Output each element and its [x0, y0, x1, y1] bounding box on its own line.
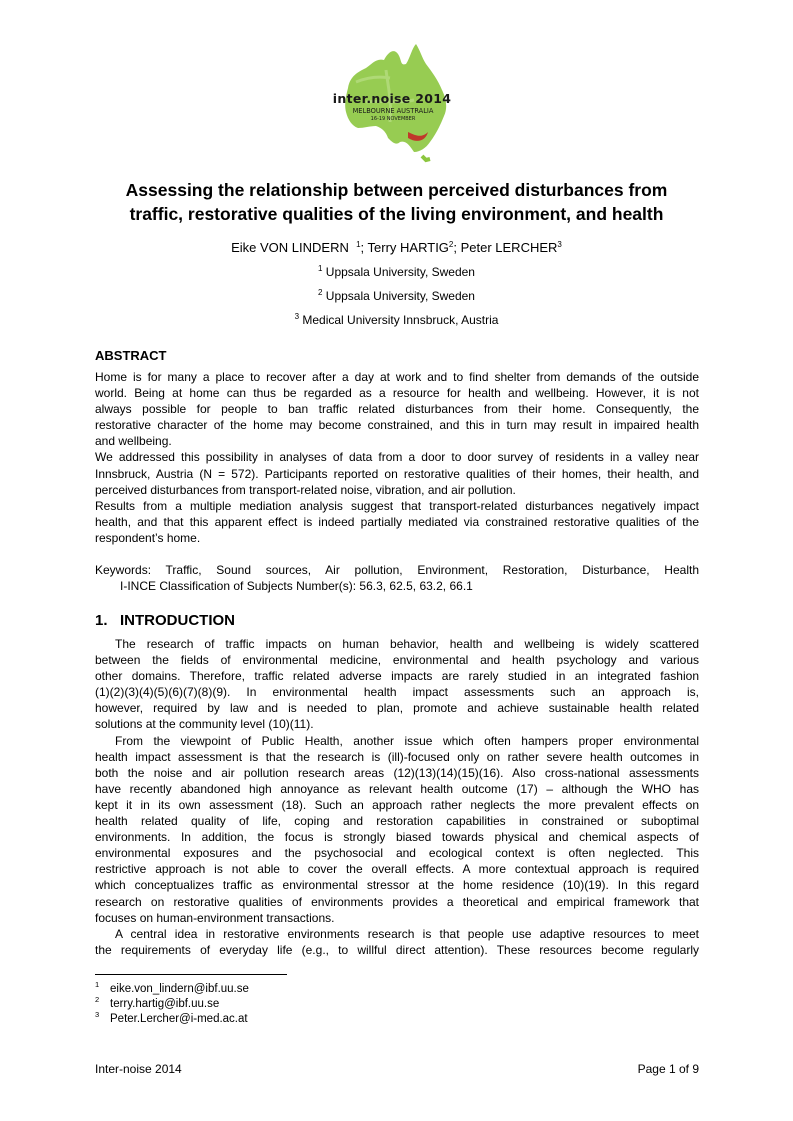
author-name: Eike VON LINDERN: [231, 240, 349, 255]
intro-line: the requirements of everyday life (e.g., to willful direct attention). These resources become regularly: [95, 942, 699, 957]
intro-line: health related quality of life, coping and restoration capabilities in constrained or suboptimal: [95, 814, 699, 829]
section-heading: 1. INTRODUCTION: [95, 612, 236, 629]
intro-line: both the noise and air pollution research areas (12)(13)(14)(15)(16). Also cross-national assessments: [95, 765, 699, 780]
affiliation-number: 2: [318, 288, 323, 297]
intro-line: health impact assessment is that the research is (ill)-focused only on rather severe health outcomes in: [95, 749, 699, 764]
affiliation: [80, 313, 713, 327]
logo-dates: 16-19 NOVEMBER: [370, 116, 416, 122]
intro-line: research on restorative qualities of environments provides a theoretical and empirical framework that: [95, 894, 699, 909]
intro-line: however, required by law and is needed to plan, promote and achieve sustainable health related: [95, 701, 699, 716]
footnote-email: terry.hartig@ibf.uu.se: [110, 998, 220, 1010]
intro-line: between the fields of environmental medicine, environmental and health psychology and various: [95, 653, 699, 668]
abstract-line: always possible for people to ban traffic related disturbances from their home. Consequently, the: [95, 402, 699, 417]
intro-line: environmental exposures and the psychosocial and ecological context is often neglected. This: [95, 846, 699, 861]
affiliation: [80, 289, 713, 303]
intro-line: have recently abandoned high annoyance as relevant health outcome (17) – although the WHO has: [95, 781, 699, 796]
affiliation-number: 3: [294, 312, 300, 321]
intro-line: which conceptualizes traffic as environmental stressor at the home residence (10)(19). In this regard: [95, 878, 699, 893]
abstract-line: world. Being at home can thus be regarded as a resource for health and wellbeing. However, it is not: [95, 386, 699, 401]
affiliation-text: Uppsala University, Sweden: [325, 289, 475, 303]
author-name: ; Peter LERCHER: [453, 240, 558, 255]
abstract-line: perceived disturbances from transport-related noise, vibration, and air pollution.: [95, 482, 516, 497]
introduction-body: [95, 636, 699, 958]
intro-line: environments. In addition, the focus is strongly biased towards physical and chemical aspects of: [95, 830, 699, 845]
keywords-block: [95, 562, 699, 594]
intro-line: restrictive approach is not able to cover the overall effects. A more contextual approach is required: [95, 862, 699, 877]
intro-line: other domains. Therefore, traffic related adverse impacts are rarely studied in an integrated fashion: [95, 669, 699, 684]
affiliation-text: Medical University Innsbruck, Austria: [302, 313, 499, 327]
abstract-body: [95, 369, 699, 546]
author-superscript: 1: [356, 240, 361, 249]
footnote: $^2$ terry.hartig@ibf.uu.se: [95, 995, 220, 1010]
conference-logo: [326, 42, 456, 164]
footnote: $^1$ eike.von_lindern@ibf.uu.se: [95, 980, 249, 995]
abstract-line: Innsbruck, Austria (N = 572). Participants reported on restorative qualities of their homes, their health, and: [95, 466, 699, 481]
affiliation-number: 1: [318, 264, 323, 273]
author-superscript: 3: [557, 240, 562, 249]
keywords: Keywords: Traffic, Sound sources, Air pollution, Environment, Restoration, Disturbance, Health: [95, 563, 699, 577]
footnote: $^3$ Peter.Lercher@i-med.ac.at: [95, 1010, 248, 1025]
title-line: traffic, restorative qualities of the living environment, and health: [129, 204, 664, 224]
intro-line: A central idea in restorative environments research is that people use adaptive resources to meet: [115, 926, 699, 941]
abstract-line: respondent’s home.: [95, 530, 201, 545]
intro-line: (1)(2)(3)(4)(5)(6)(7)(8)(9). In environmental health impact assessments such an approach is,: [95, 685, 699, 700]
footnote-email: Peter.Lercher@i-med.ac.at: [110, 1013, 248, 1025]
abstract-line: health, and that this apparent effect is indeed partially mediated via constrained restorative qualities of the: [95, 514, 699, 529]
author-name: ; Terry HARTIG: [360, 240, 449, 255]
abstract-line: Home is for many a place to recover after a day at work and to find shelter from demands of the outside: [95, 370, 699, 384]
logo-location: MELBOURNE AUSTRALIA: [352, 106, 434, 115]
author-superscript: 2: [448, 240, 454, 249]
abstract-line: and wellbeing.: [95, 434, 172, 449]
author-list: [80, 240, 713, 255]
abstract-heading: ABSTRACT: [95, 348, 167, 363]
abstract-line: Results from a multiple mediation analysis suggest that transport-related disturbances negatively impact: [95, 498, 699, 513]
abstract-line: restorative character of the home may become constrained, and this in turn may result in impaired health: [95, 418, 699, 433]
title-line: Assessing the relationship between perceived disturbances from: [125, 180, 668, 200]
classification: I-INCE Classification of Subjects Number(s): 56.3, 62.5, 63.2, 66.1: [120, 579, 473, 594]
intro-line: The research of traffic impacts on human behavior, health and wellbeing is widely scattered: [115, 637, 699, 651]
footnote-rule: [95, 974, 287, 975]
logo-title: inter.noise 2014: [332, 91, 452, 106]
affiliation-text: Uppsala University, Sweden: [325, 265, 475, 279]
intro-line: kept it in its own assessment (18). Such an approach rather neglects the more prevalent effects on: [95, 797, 699, 812]
intro-line: solutions at the community level (10)(11).: [95, 717, 314, 732]
affiliation: [80, 265, 713, 279]
intro-line: From the viewpoint of Public Health, another issue which often hampers proper environmental: [115, 733, 699, 748]
abstract-line: We addressed this possibility in analyses of data from a door to door survey of residents in a valley near: [95, 450, 699, 465]
intro-line: focuses on human-environment transactions.: [95, 910, 335, 925]
footer-conference: Inter-noise 2014: [95, 1062, 182, 1076]
footnote-email: eike.von_lindern@ibf.uu.se: [110, 983, 249, 995]
page-number: Page 1 of 9: [637, 1062, 699, 1076]
paper-title: [80, 178, 713, 226]
